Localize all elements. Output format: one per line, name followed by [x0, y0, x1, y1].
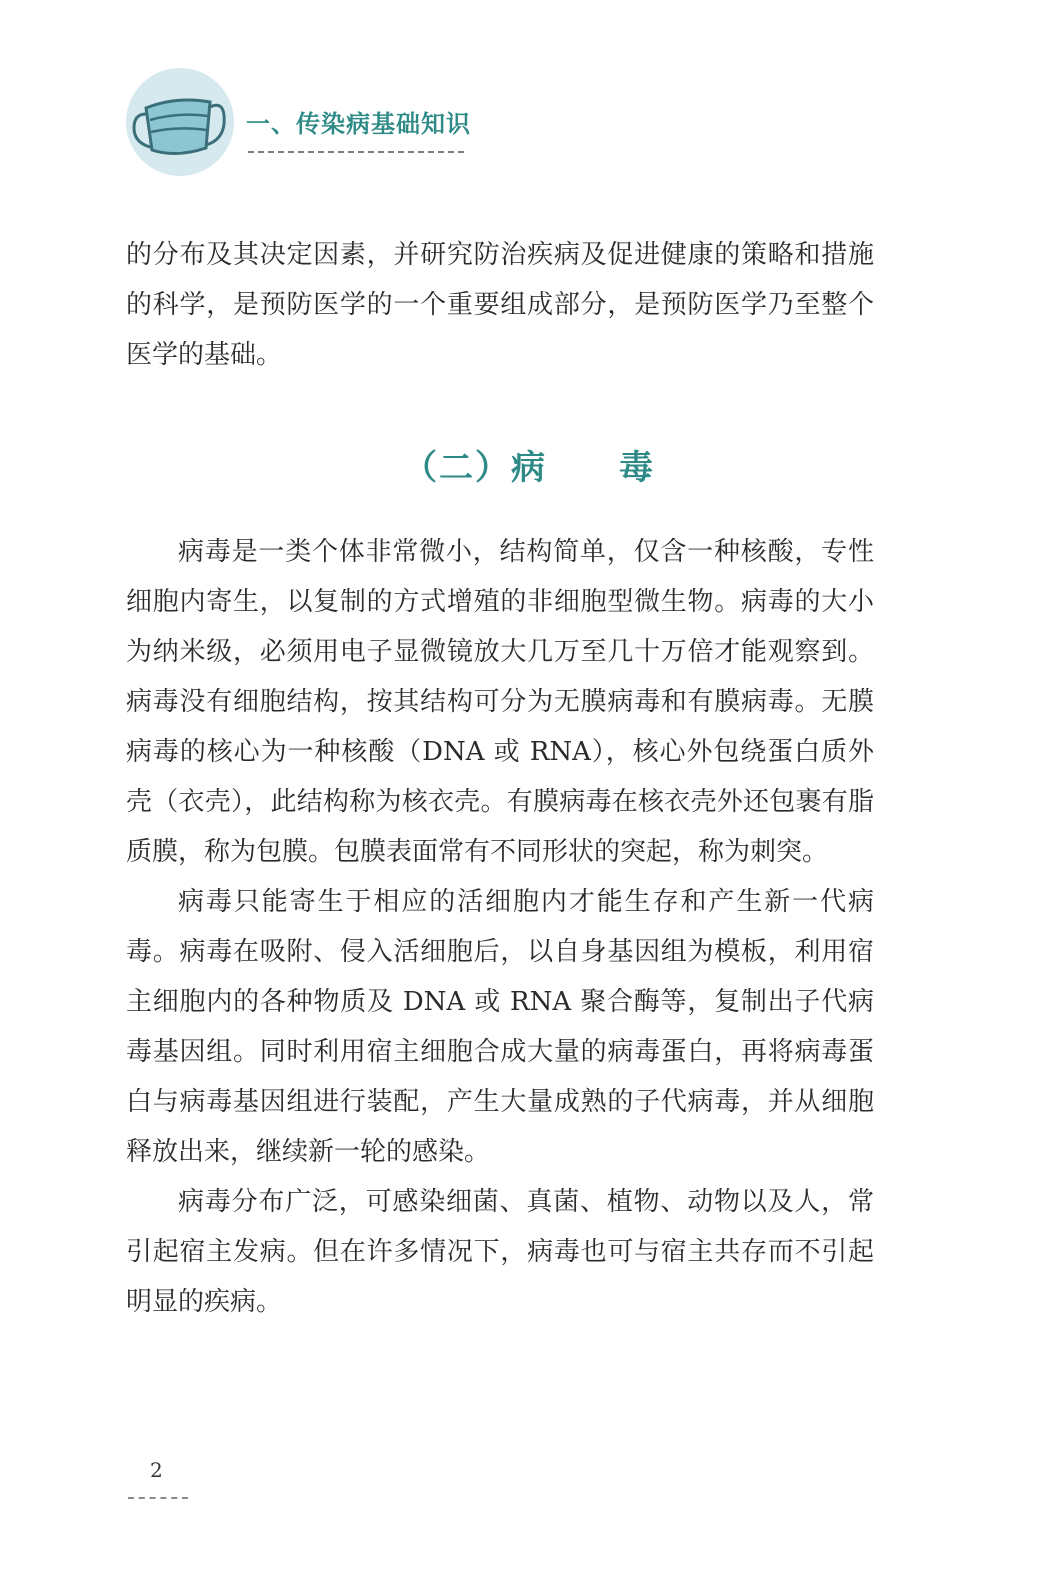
section-body — [126, 527, 874, 1327]
page-number-divider — [128, 1497, 188, 1499]
paragraph-virus-distribution: 病毒分布广泛，可感染细菌、真菌、植物、动物以及人，常引起宿主发病。但在许多情况下，病毒也可与宿主共存而不引起明显的疾病。 — [126, 1187, 874, 1317]
chapter-title: 一、传染病基础知识 — [246, 109, 471, 138]
face-mask-icon — [126, 68, 234, 176]
section-title: （二）病 毒 — [403, 448, 655, 488]
paragraph-virus-replication: 病毒只能寄生于相应的活细胞内才能生存和产生新一代病毒。病毒在吸附、侵入活细胞后，以自身基因组为模板，利用宿主细胞内的各种物质及 DNA 或 RNA 聚合酶等，复制出子代病毒基因组。同时利用宿主细胞合成大量的病毒蛋白，再将病毒蛋白与病毒基因组进行装配，产生大量成熟的子代病毒，并从细胞释放出来，继续新一轮的感染。 — [126, 887, 874, 1167]
chapter-title-divider — [248, 151, 464, 153]
page-number: 2 — [150, 1458, 163, 1482]
chapter-header — [126, 68, 526, 178]
continued-paragraph: 的分布及其决定因素，并研究防治疾病及促进健康的策略和措施的科学，是预防医学的一个重要组成部分，是预防医学乃至整个医学的基础。 — [126, 240, 874, 370]
paragraph-virus-definition: 病毒是一类个体非常微小，结构简单，仅含一种核酸，专性细胞内寄生，以复制的方式增殖的非细胞型微生物。病毒的大小为纳米级，必须用电子显微镜放大几万至几十万倍才能观察到。病毒没有细胞结构，按其结构可分为无膜病毒和有膜病毒。无膜病毒的核心为一种核酸（DNA 或 RNA），核心外包绕蛋白质外壳（衣壳），此结构称为核衣壳。有膜病毒在核衣壳外还包裹有脂质膜，称为包膜。包膜表面常有不同形状的突起，称为刺突。 — [126, 537, 874, 867]
